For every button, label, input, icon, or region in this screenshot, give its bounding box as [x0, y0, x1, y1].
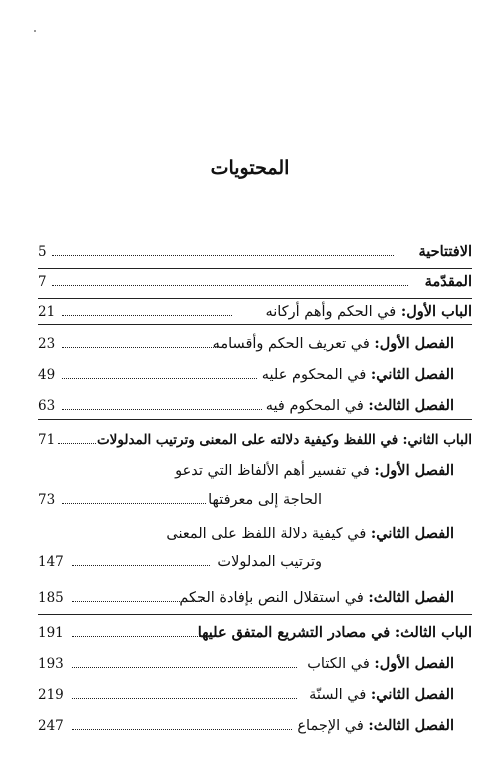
- page-number: 63: [38, 398, 56, 414]
- entry-label: الفصل الثاني:: [370, 366, 454, 383]
- entry-title-continued: وترتيب المدلولات: [217, 554, 322, 570]
- page-number: 185: [38, 590, 64, 606]
- entry-title: في المحكوم عليه: [261, 367, 367, 383]
- entry-label: الفصل الثالث:: [368, 717, 454, 734]
- page-number: 191: [38, 625, 64, 641]
- page-number: 147: [38, 554, 64, 570]
- toc-entry-introduction[interactable]: [38, 268, 472, 292]
- entry-title: في استقلال النص بإفادة الحكم: [179, 590, 364, 606]
- toc-entry-p3-ch2[interactable]: [38, 681, 472, 705]
- entry-label: الافتتاحية: [418, 243, 472, 260]
- page-number: 7: [38, 274, 47, 290]
- page-number: 219: [38, 687, 64, 703]
- page-number: 49: [38, 367, 56, 383]
- toc-entry-part-1[interactable]: [38, 298, 472, 322]
- entry-title: في الكتاب: [307, 656, 370, 672]
- toc-entry-p2-ch1[interactable]: [38, 457, 472, 481]
- entry-title: في مصادر التشريع المتفق عليها: [197, 624, 391, 641]
- page-speck: [34, 30, 36, 32]
- toc-entry-part-3[interactable]: [38, 619, 472, 643]
- entry-title: في تفسير أهم الألفاظ التي تدعو: [175, 463, 370, 479]
- entry-label: الباب الأول:: [400, 303, 472, 320]
- entry-label: الفصل الثاني:: [370, 525, 454, 542]
- entry-label: الباب الثالث:: [394, 624, 472, 641]
- toc-entry-p3-ch1[interactable]: [38, 650, 472, 674]
- entry-title: في كيفية دلالة اللفظ على المعنى: [166, 526, 367, 542]
- page-number: 193: [38, 656, 64, 672]
- divider: [38, 324, 472, 325]
- entry-label: الفصل الأول:: [374, 335, 454, 352]
- entry-label: الفصل الثالث:: [368, 397, 454, 414]
- page-number: 21: [38, 304, 56, 320]
- toc-entry-p2-ch1-cont[interactable]: [38, 486, 472, 510]
- page-number: 71: [38, 432, 56, 448]
- entry-label: الفصل الأول:: [374, 462, 454, 479]
- entry-title: في المحكوم فيه: [265, 398, 364, 414]
- divider: [38, 614, 472, 615]
- toc-entry-p1-ch2[interactable]: [38, 361, 472, 385]
- entry-label: المقدّمة: [424, 273, 472, 290]
- divider: [38, 419, 472, 420]
- entry-label: الفصل الأول:: [374, 655, 454, 672]
- entry-label: الفصل الثالث:: [368, 589, 454, 606]
- entry-title: في السنّة: [309, 687, 367, 703]
- toc-entry-opening[interactable]: [38, 238, 472, 262]
- toc-entry-p1-ch1[interactable]: [38, 330, 472, 354]
- toc-entry-p2-ch2-cont[interactable]: [38, 548, 472, 572]
- toc-entry-part-2[interactable]: [38, 426, 472, 450]
- entry-title: في تعريف الحكم وأقسامه: [212, 336, 370, 352]
- entry-title: في اللفظ وكيفية دلالته على المعنى وترتيب المدلولات: [96, 432, 399, 448]
- page-number: 247: [38, 718, 64, 734]
- entry-title-continued: الحاجة إلى معرفتها: [208, 492, 322, 508]
- toc-entry-p1-ch3[interactable]: [38, 392, 472, 416]
- page-number: 5: [38, 244, 47, 260]
- page-number: 23: [38, 336, 56, 352]
- toc-entry-p2-ch2[interactable]: [38, 520, 472, 544]
- toc-entry-p2-ch3[interactable]: [38, 584, 472, 608]
- entry-label: الفصل الثاني:: [370, 686, 454, 703]
- toc-entry-p3-ch3[interactable]: [38, 712, 472, 736]
- entry-title: في الإجماع: [297, 718, 364, 734]
- entry-label: الباب الثاني:: [402, 432, 472, 448]
- page-number: 73: [38, 492, 56, 508]
- entry-title: في الحكم وأهم أركانه: [265, 304, 397, 320]
- page-title: المحتويات: [210, 157, 290, 179]
